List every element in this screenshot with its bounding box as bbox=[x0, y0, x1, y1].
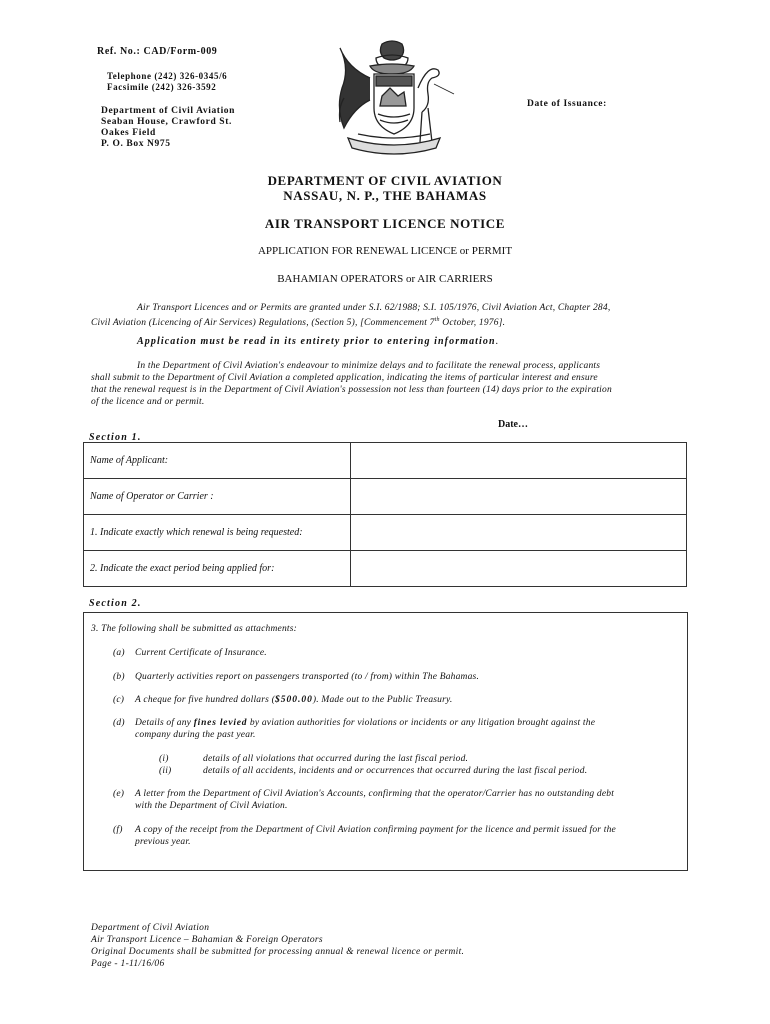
telephone-number: Telephone (242) 326-0345/6 bbox=[107, 71, 228, 81]
section-1-title: Section 1. bbox=[89, 432, 142, 443]
coat-of-arms-emblem bbox=[330, 38, 455, 162]
renewal-type-label: 1. Indicate exactly which renewal is being requested: bbox=[84, 515, 351, 551]
address-line-3: Oakes Field bbox=[101, 128, 156, 138]
endeavour-line-2: shall submit to the Department of Civil Aviation a completed application, indicating the items of particular interest and ensure bbox=[91, 373, 598, 383]
endeavour-line-4: of the licence and or permit. bbox=[91, 397, 205, 407]
reference-number: Ref. No.: CAD/Form-009 bbox=[97, 46, 218, 57]
footer-line-3: Original Documents shall be submitted for processing annual & renewal licence or permit. bbox=[91, 947, 465, 957]
operator-name-field[interactable] bbox=[351, 479, 687, 515]
location-title: NASSAU, N. P., THE BAHAMAS bbox=[283, 188, 487, 203]
table-row bbox=[84, 551, 687, 587]
endeavour-line-3: that the renewal request is in the Department of Civil Aviation's possession not less than fourteen (14) days prior to the expiration bbox=[91, 385, 612, 395]
table-row bbox=[84, 443, 687, 479]
footer-line-1: Department of Civil Aviation bbox=[91, 923, 210, 933]
applicant-name-label: Name of Applicant: bbox=[84, 443, 351, 479]
period-field[interactable] bbox=[351, 551, 687, 587]
address-line-1: Department of Civil Aviation bbox=[101, 106, 236, 116]
facsimile-number: Facsimile (242) 326-3592 bbox=[107, 82, 217, 92]
section-1-table bbox=[83, 442, 687, 587]
endeavour-line-1: In the Department of Civil Aviation's endeavour to minimize delays and to facilitate the renewal process, applicants bbox=[137, 361, 601, 371]
address-line-4: P. O. Box N975 bbox=[101, 139, 171, 149]
footer-page-number: Page - 1-11/16/06 bbox=[91, 959, 165, 969]
notice-title: AIR TRANSPORT LICENCE NOTICE bbox=[264, 216, 506, 231]
read-in-entirety-notice: Application must be read in its entirety prior to entering information. bbox=[137, 336, 500, 347]
operators-subtitle: BAHAMIAN OPERATORS or AIR CARRIERS bbox=[277, 273, 493, 285]
section-2-box: 3. The following shall be submitted as attachments: (a) Current Certificate of Insurance. (b) Quarterly activities report on passengers transported (to / from) within The Bahamas. (c) A cheque for five hundred dollars ($500.00). Made out to the Public Treasury. (d) Details of any fines levied by aviation authorities for violations or incidents or any litigation brought against the company during the past year. (i) details of all violations that occurred during the last fiscal period. (ii) details of all accidents, incidents and or occurrences that occurred during the last fiscal period. (e) A letter from the Department of Civil Aviation's Accounts, confirming that the operator/Carrier has no outstanding debt with the Department of Civil Aviation. (f) A copy of the receipt from the Department of Civil Aviation confirming payment for the licence and permit issued for the previous year. bbox=[83, 612, 688, 871]
address-line-2: Seaban House, Crawford St. bbox=[101, 117, 232, 127]
date-of-issuance-label: Date of Issuance: bbox=[527, 99, 607, 109]
department-title: DEPARTMENT OF CIVIL AVIATION bbox=[267, 173, 503, 188]
footer-line-2: Air Transport Licence – Bahamian & Foreign Operators bbox=[91, 935, 323, 945]
table-row bbox=[84, 479, 687, 515]
renewal-type-field[interactable] bbox=[351, 515, 687, 551]
date-field-label: Date… bbox=[498, 419, 528, 430]
attachments-intro: 3. The following shall be submitted as attachments: bbox=[91, 624, 297, 634]
applicant-name-field[interactable] bbox=[351, 443, 687, 479]
table-row bbox=[84, 515, 687, 551]
legal-basis-line-2: Civil Aviation (Licencing of Air Services) Regulations, (Section 5), [Commencement 7th October, 1976]. bbox=[91, 317, 506, 329]
operator-name-label: Name of Operator or Carrier : bbox=[84, 479, 351, 515]
application-subtitle: APPLICATION FOR RENEWAL LICENCE or PERMIT bbox=[257, 245, 513, 257]
legal-basis-line-1: Air Transport Licences and or Permits are granted under S.I. 62/1988; S.I. 105/1976, Civil Aviation Act, Chapter 284, bbox=[137, 303, 611, 313]
section-2-title: Section 2. bbox=[89, 598, 142, 609]
period-label: 2. Indicate the exact period being applied for: bbox=[84, 551, 351, 587]
